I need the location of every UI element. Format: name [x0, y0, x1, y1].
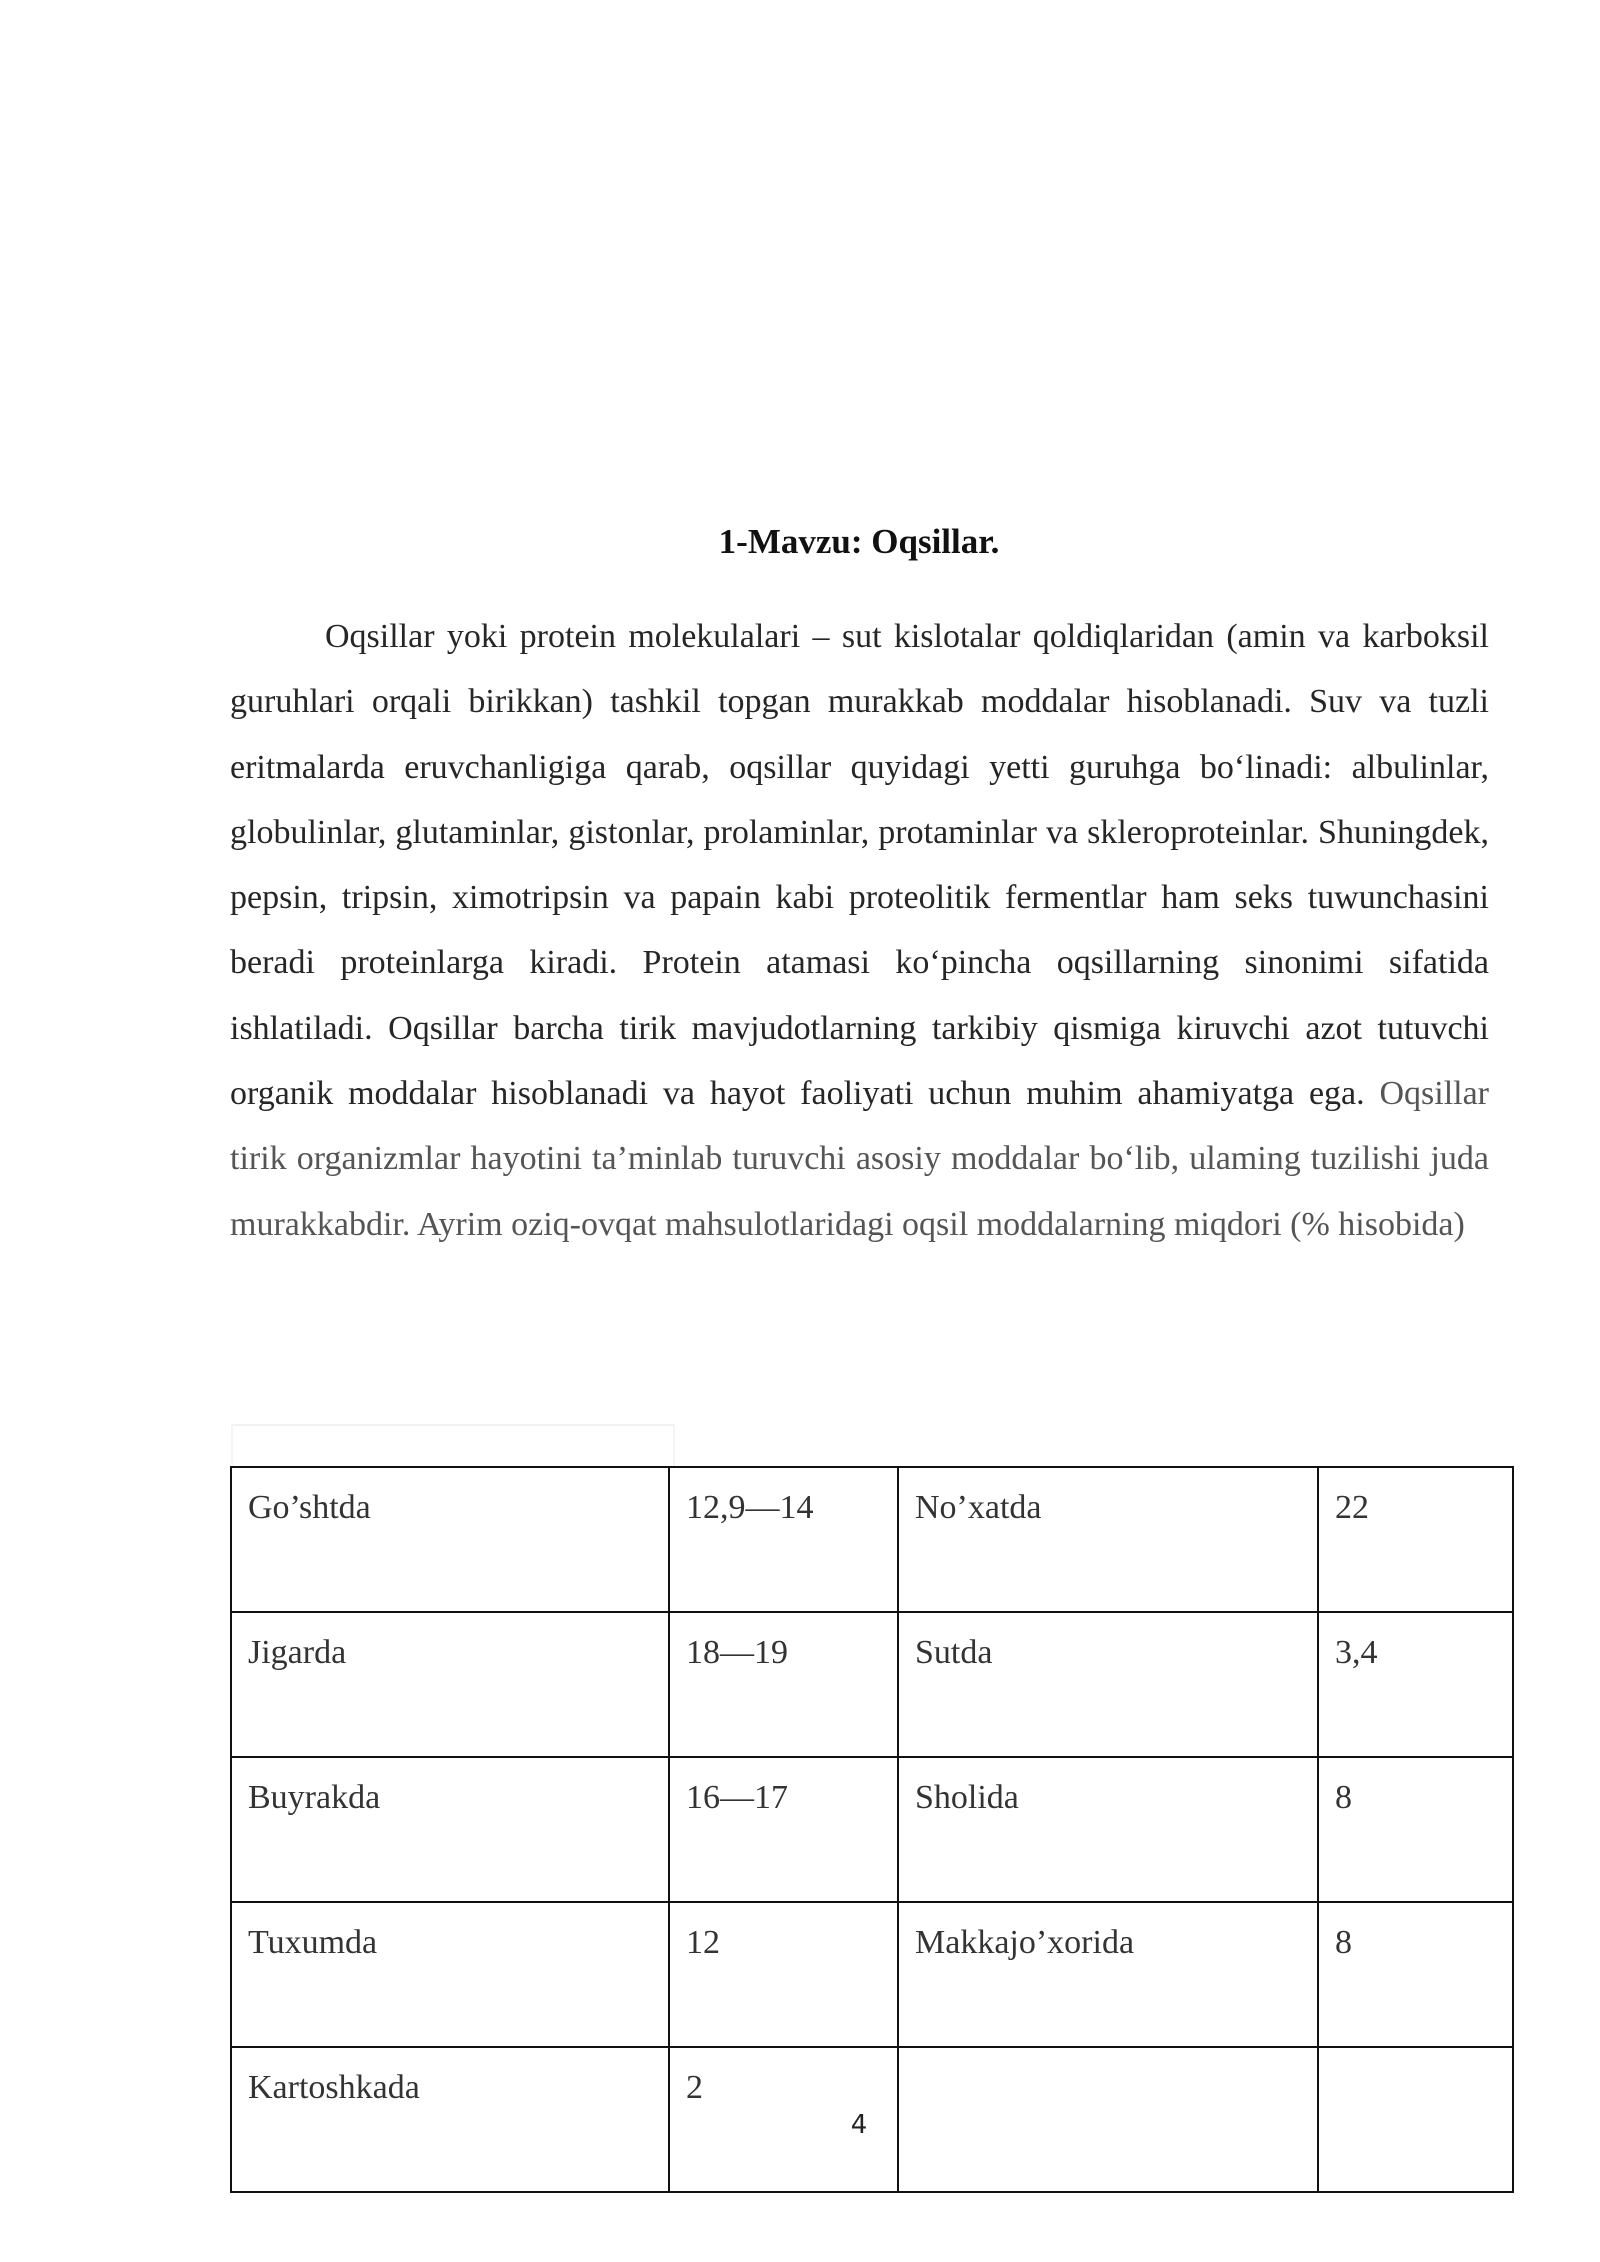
product-name-cell: Buyrakda — [231, 1757, 669, 1902]
protein-value-cell: 8 — [1318, 1757, 1513, 1902]
product-name-cell: Tuxumda — [231, 1902, 669, 2047]
product-name-cell: Kartoshkada — [231, 2047, 669, 2192]
product-name-cell: Makkajo’xorida — [898, 1902, 1318, 2047]
protein-value-cell: 3,4 — [1318, 1612, 1513, 1757]
protein-value-cell: 8 — [1318, 1902, 1513, 2047]
page-number: 4 — [850, 2110, 868, 2140]
page-title: 1-Mavzu: Oqsillar. — [718, 522, 1000, 561]
product-name-cell: No’xatda — [898, 1467, 1318, 1612]
protein-value-cell: 18—19 — [669, 1612, 898, 1757]
table-row — [231, 1612, 1513, 1757]
table-row — [231, 1757, 1513, 1902]
product-name-cell: Jigarda — [231, 1612, 669, 1757]
paragraph-main-text: Oqsillar yoki protein molekulalari – sut kislotalar qoldiqlaridan (amin va karboksil guruhlari orqali birikkan) tashkil topgan murakkab moddalar hisoblanadi. Suv va tuzli eritmalarda eruvchanligiga qarab, oqsillar quyidagi yetti guruhga bo‘linadi: albulinlar, globulinlar, glutaminlar, gistonlar, prolaminlar, protaminlar va skleroproteinlar. Shuningdek, pepsin, tripsin, ximotripsin va papain kabi proteolitik fermentlar ham seks tuwunchasini beradi proteinlarga kiradi. Protein atamasi ko‘pincha oqsillarning sinonimi sifatida ishlatiladi. Oqsillar barcha tirik mavjudotlarning tarkibiy qismiga kiruvchi azot tutuvchi organik moddalar hisoblanadi va hayot faoliyati uchun muhim ahamiyatga ega. — [230, 618, 1489, 1113]
protein-value-cell: 12 — [669, 1902, 898, 2047]
protein-value-cell: 12,9—14 — [669, 1467, 898, 1612]
body-paragraph — [230, 604, 1489, 1257]
protein-value-cell: 2 — [669, 2047, 898, 2192]
protein-value-cell: 22 — [1318, 1467, 1513, 1612]
table-caption-frame — [231, 1424, 675, 1466]
table-row — [231, 1902, 1513, 2047]
paragraph-tail-text: Oqsillar tirik organizmlar hayotini ta’minlab turuvchi asosiy moddalar bo‘lib, ulaming tuzilishi juda murakkabdir. Ayrim oziq-ovqat mahsulotlaridagi oqsil moddalarning miqdori (% hisobida) — [230, 1075, 1489, 1243]
protein-content-table — [230, 1466, 1514, 2193]
protein-value-cell: 16—17 — [669, 1757, 898, 1902]
product-name-cell: Sutda — [898, 1612, 1318, 1757]
table-row — [231, 1467, 1513, 1612]
product-name-cell: Go’shtda — [231, 1467, 669, 1612]
product-name-cell: Sholida — [898, 1757, 1318, 1902]
